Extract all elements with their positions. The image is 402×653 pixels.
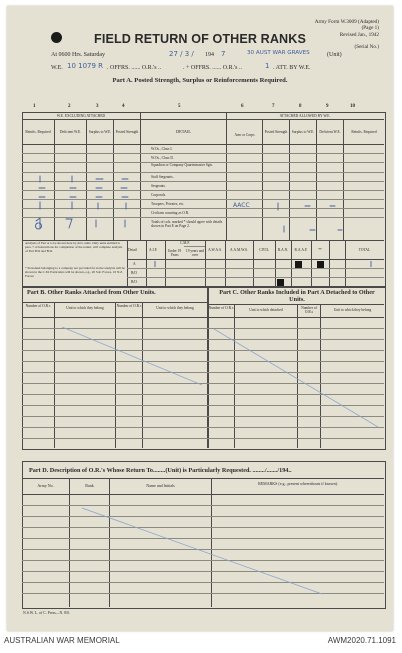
footer-accession-number: AWM2020.71.1091 <box>327 636 396 645</box>
print-mark: N.S.W. L. of C. Press—N. 8/0. <box>23 611 70 615</box>
row-ptes: Troopers, Privates, etc. <box>151 202 185 206</box>
c-col-number-2: Number of O.R.s <box>301 306 317 315</box>
an-raaf: R.A.A.F. <box>294 248 308 252</box>
row-wo2: W.Os., Class II. <box>151 156 174 160</box>
handwritten-analysis <box>147 259 384 269</box>
unit-label: (Unit) <box>327 52 342 58</box>
part-a-title: Part A. Posted Strength, Surplus or Reinforcements Required. <box>112 77 288 84</box>
we-label: W.E. <box>51 65 63 71</box>
col-num-4: 4 <box>122 104 125 109</box>
col-num-1: 1 <box>33 104 36 109</box>
year-ink: 7 <box>221 50 226 58</box>
col-num-2: 2 <box>68 104 71 109</box>
an-ran: R.A.N. <box>277 248 289 252</box>
part-d-title: Part D. Description of O.R.'s Whose Return To........(Unit) is Particularly Requested. ......../......./194.. <box>29 467 292 474</box>
form-revised: Revised Jan., 1942 <box>339 31 379 38</box>
an-aif: A.I.F. <box>149 248 158 252</box>
an-civil: CIVIL <box>259 248 269 252</box>
handwritten-entries <box>22 144 384 240</box>
c-col-unit: Unit to which detached <box>249 308 283 312</box>
hdr-reinfts-att: Reinfts. Required <box>351 130 377 134</box>
att-ink: 1 <box>265 62 270 70</box>
hdr-reinfts: Reinfts. Required <box>25 130 51 134</box>
d-col-name: Name and Initials <box>146 483 175 488</box>
form-page: (Page 1) <box>361 25 379 32</box>
row-totals: Totals of cols. marked * should agree with details shown in Part E on Page 2. <box>151 220 223 228</box>
b-col-number-2: Number of O.R.s <box>116 304 142 308</box>
arm-corps-ink: AACC <box>233 202 250 209</box>
hdr-deficient-att: Deficient W.E. <box>319 130 341 134</box>
an-aamws: A.A.M.W.S. <box>230 248 248 252</box>
group-left-header: W.E. EXCLUDING ATTACHED <box>56 114 106 118</box>
an-row-bo2: B/O <box>131 280 137 284</box>
form-title: FIELD RETURN OF OTHER RANKS <box>94 32 306 46</box>
col-num-6: 6 <box>241 104 244 109</box>
row-cpls: Corporals. <box>151 193 167 197</box>
an-awas: A.W.A.S. <box>208 248 222 252</box>
b-col-unit: Unit to which they belong <box>66 306 104 310</box>
an-total: TOTAL <box>358 248 371 252</box>
d-col-armyno: Army No. <box>37 483 54 488</box>
an-star: ** <box>318 248 322 252</box>
b-col-number: Number of O.R.s <box>25 304 51 308</box>
c-col-belong: Unit to which they belong <box>333 308 372 312</box>
an-detail: Detail <box>128 248 137 252</box>
row-sgts: Sergeants. <box>151 184 166 188</box>
analysis-note: Analysis of Part A to be shown here by ALL units. Only units entitled to para. 7 of instructions for completion of the return, will complete analysis of Part B/O and B/O. <box>25 241 123 253</box>
blocked-cell <box>277 279 284 286</box>
serial-no: (Serial No.) <box>354 44 379 50</box>
row-staff-sgts: Staff Sergeants. <box>151 175 174 179</box>
an-row-a: A <box>133 262 136 266</box>
we-value: 10 1079 R <box>67 62 104 70</box>
year-label: 194 <box>205 52 214 58</box>
col-num-5: 5 <box>178 104 181 109</box>
hdr-arm: Arm or Corps <box>234 133 255 137</box>
hdr-surplus-att: Surplus to W.E. <box>291 130 315 134</box>
an-row-bo: B/O <box>131 271 137 275</box>
cancellation-stroke-d <box>22 494 384 607</box>
part-c-title: Part C. Other Ranks Included in Part A Detached to Other Units. <box>219 289 375 303</box>
an-cmf: C.M.F. <box>180 241 190 245</box>
hdr-deficient: Deficient W.E. <box>59 130 82 134</box>
cancellation-strokes <box>22 317 384 448</box>
col-num-8: 8 <box>299 104 302 109</box>
an-under19: Under 19 Years <box>167 249 182 258</box>
d-col-rank: Rank <box>85 483 94 488</box>
footer-archive-name: AUSTRALIAN WAR MEMORIAL <box>4 636 120 645</box>
form-number: Army Form W.3009 (Adapted) <box>314 19 379 25</box>
analysis-note-2: * Personnel belonging to a company not provided for in the analysis will be shown in the C.M. Particulars will be shown, e.g., 20 S.R. Forces, 10 N.Z. Forces <box>25 266 125 278</box>
col-num-10: 10 <box>350 104 355 109</box>
col-num-7: 7 <box>272 104 275 109</box>
return-date: 27 / 3 / <box>169 50 194 58</box>
b-col-unit-2: Unit to which they belong <box>156 306 194 310</box>
row-wo1: W.Os., Class I. <box>151 147 173 151</box>
hdr-detail: DETAIL <box>176 129 191 134</box>
row-cqms: Squadron or Company Quartermaster Sgts. <box>151 163 213 167</box>
an-19over: 19 years and over <box>185 249 205 258</box>
hdr-posted-att: Posted Strength <box>264 130 288 134</box>
row-civilians: Civilians counting as O.R. <box>151 211 190 215</box>
hdr-surplus: Surplus to W.E. <box>88 130 112 134</box>
d-col-remarks: REMARKS (e.g., present whereabouts if known). <box>258 481 338 486</box>
form-sheet <box>7 6 393 631</box>
col-num-9: 9 <box>326 104 329 109</box>
att-label: . ATT. BY W.E. <box>273 65 311 71</box>
we-offrs: . OFFRS. ...... O.R.'s .. <box>107 65 162 71</box>
unit-ink: 30 AUST WAR GRAVES <box>247 50 310 56</box>
we-plus: . + OFFRS. ...... O.R.'s .. <box>183 65 242 71</box>
c-col-number: Number of O.R.s <box>208 306 234 310</box>
group-right-header: ATTACHED ALLOWED BY W.E. <box>279 114 331 118</box>
time-label: At 0600 Hrs. Saturday <box>51 52 105 58</box>
hdr-posted: Posted Strength <box>115 130 139 134</box>
col-num-3: 3 <box>96 104 99 109</box>
part-b-title: Part B. Other Ranks Attached from Other Units. <box>27 289 156 296</box>
